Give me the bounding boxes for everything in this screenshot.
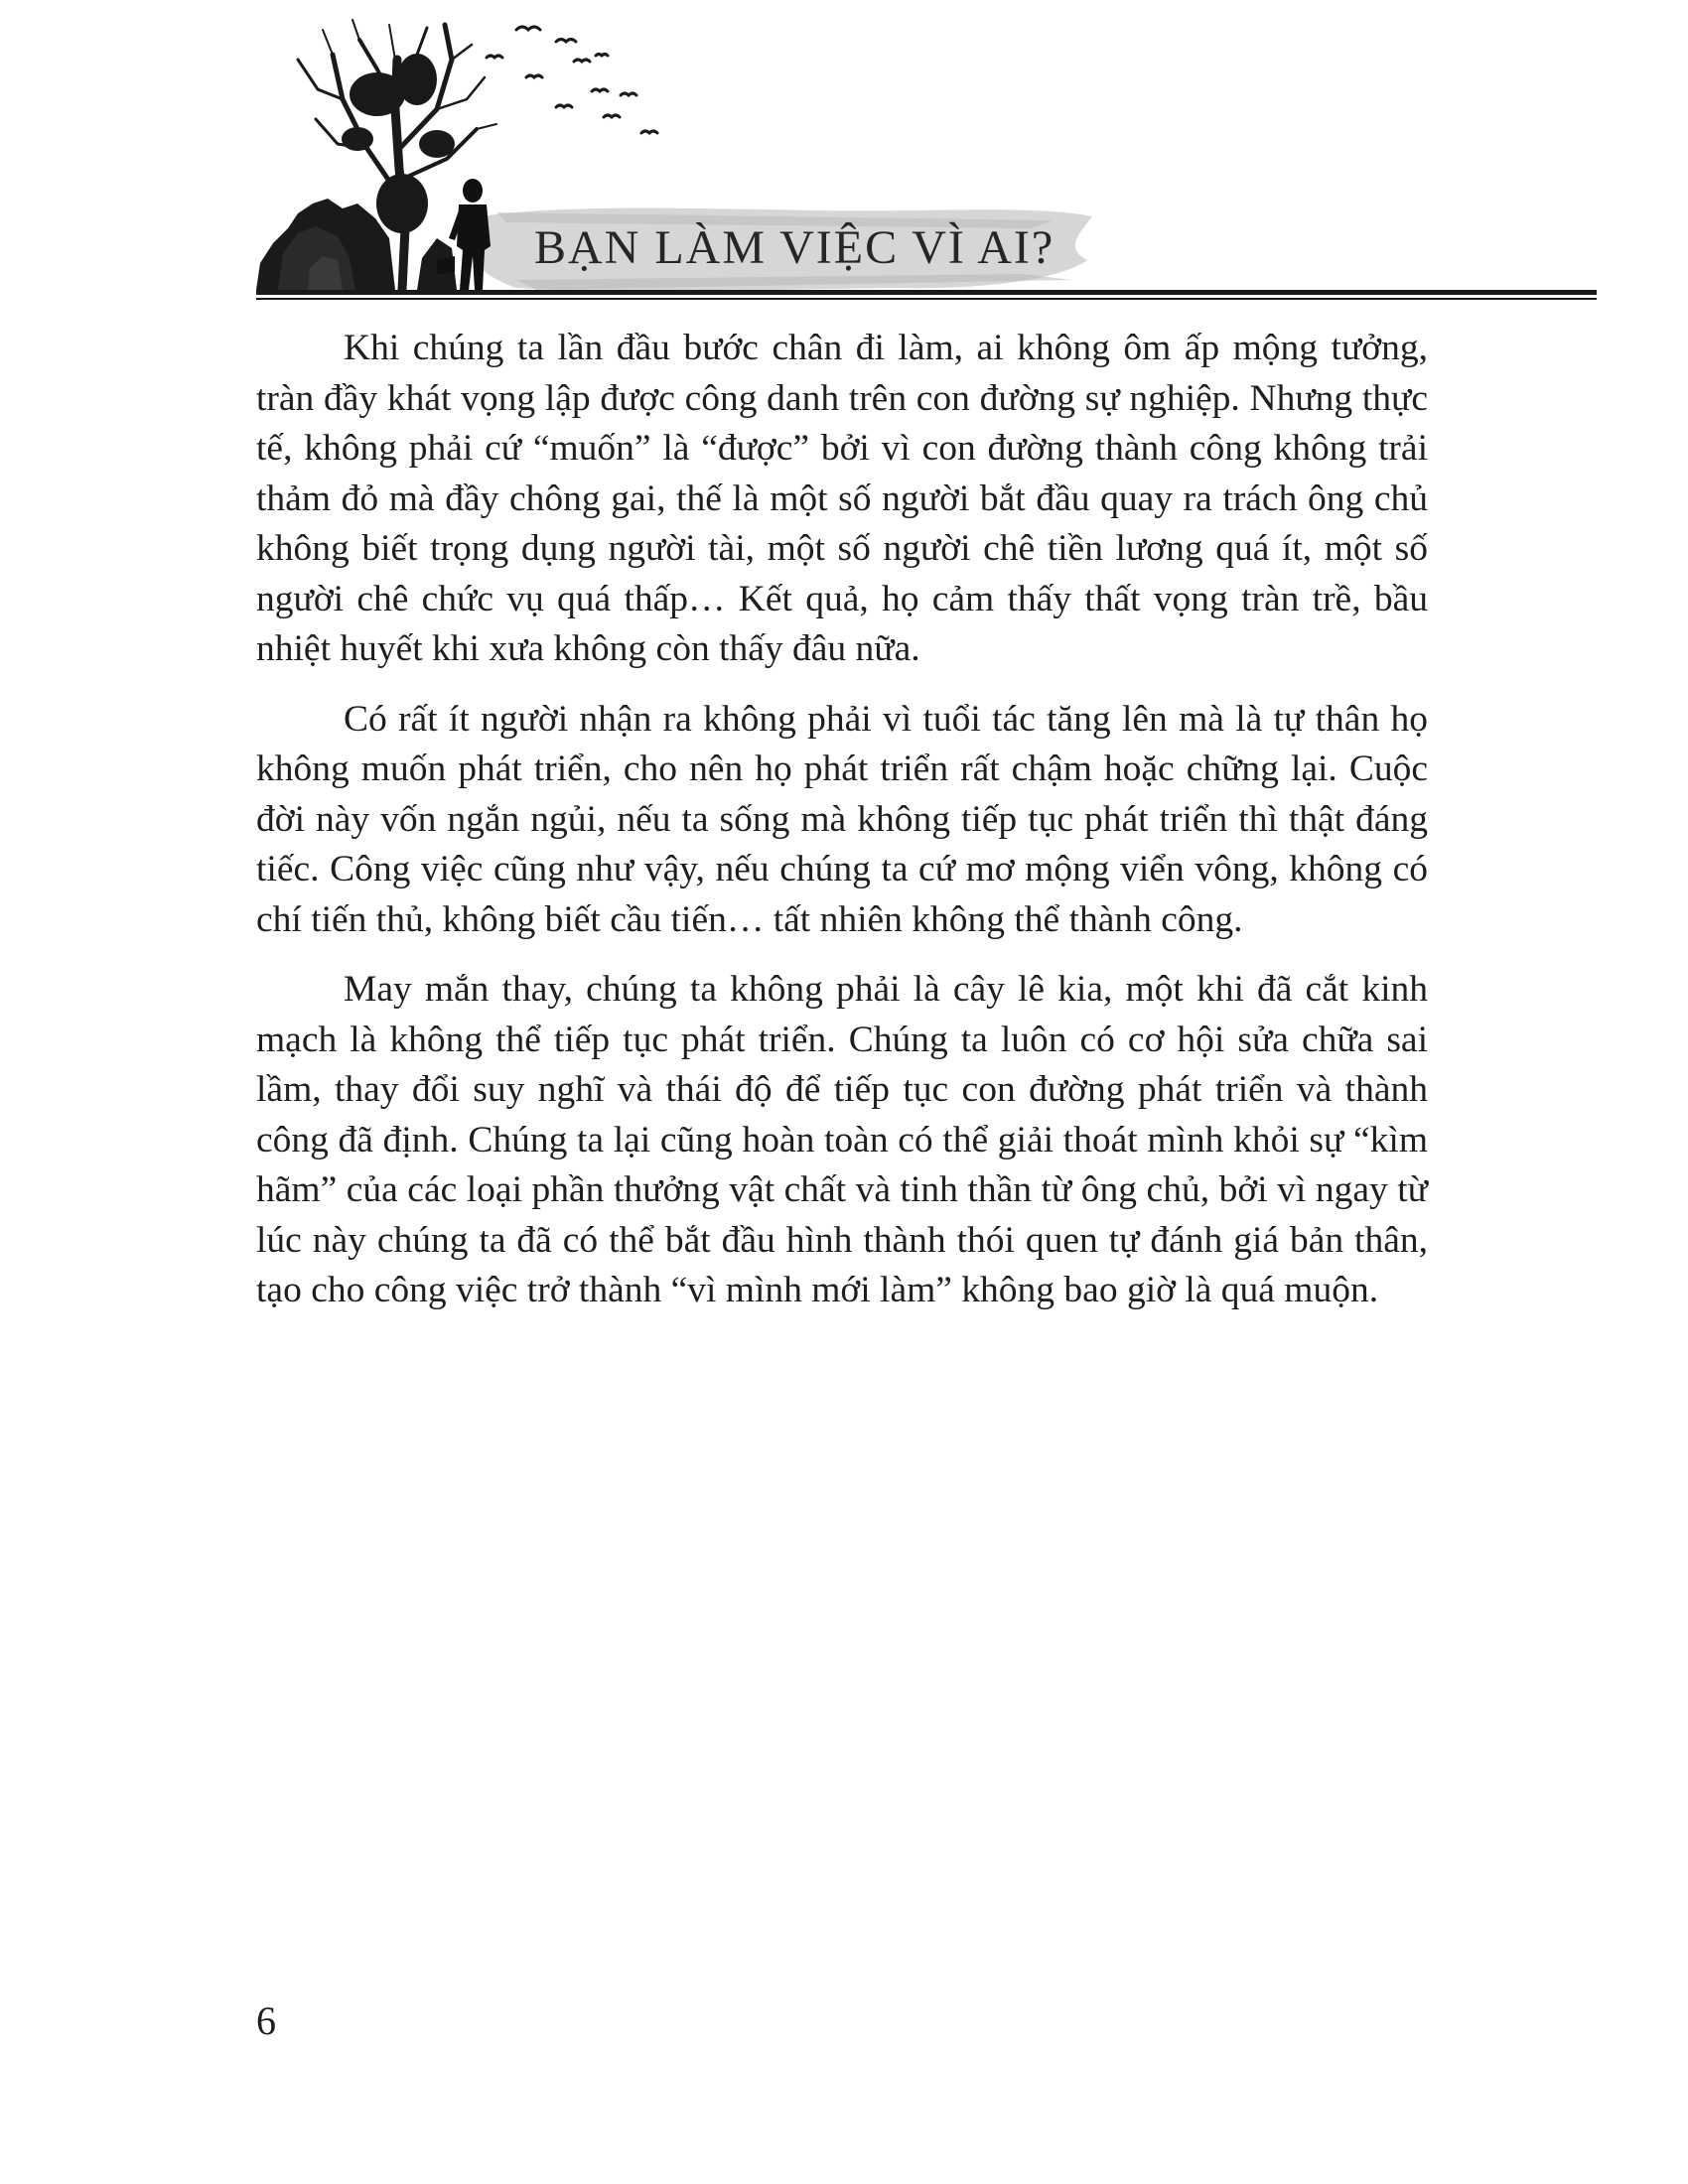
birds-flock-icon — [487, 27, 657, 133]
paragraph-2: Có rất ít người nhận ra không phải vì tuổi tác tăng lên mà là tự thân họ không muốn phát triển, cho nên họ phát triển rất chậm hoặc chững lại. Cuộc đời này vốn ngắn ngủi, nếu ta sống mà không tiếp tục phát triển thì thật đáng tiếc. Công việc cũng như vậy, nếu chúng ta cứ mơ mộng viển vông, không có chí tiến thủ, không biết cầu tiến… tất nhiên không thể thành công. — [256, 698, 1428, 940]
foliage-silhouette — [256, 54, 457, 290]
header-rule — [256, 290, 1597, 300]
chapter-header-illustration — [0, 0, 1688, 328]
body-text — [256, 324, 1428, 1336]
paragraph-3: May mắn thay, chúng ta không phải là cây lê kia, một khi đã cắt kinh mạch là không thể tiếp tục phát triển. Chúng ta luôn có cơ hội sửa chữa sai lầm, thay đổi suy nghĩ và thái độ để tiếp tục con đường phát triển và thành công đã định. Chúng ta lại cũng hoàn toàn có thể giải thoát mình khỏi sự “kìm hãm” của các loại phần thưởng vật chất và tinh thần từ ông chủ, bởi vì ngay từ lúc này chúng ta đã có thể bắt đầu hình thành thói quen tự đánh giá bản thân, tạo cho công việc trở thành “vì mình mới làm” không bao giờ là quá muộn. — [256, 969, 1428, 1310]
chapter-title: BẠN LÀM VIỆC VÌ AI? — [534, 221, 1055, 274]
page-number: 6 — [256, 1998, 276, 2043]
paragraph-1: Khi chúng ta lần đầu bước chân đi làm, ai không ôm ấp mộng tưởng, tràn đầy khát vọng lập được công danh trên con đường sự nghiệp. Nhưng thực tế, không phải cứ “muốn” là “được” bởi vì con đường thành công không trải thảm đỏ mà đầy chông gai, thế là một số người bắt đầu quay ra trách ông chủ không biết trọng dụng người tài, một số người chê tiền lương quá ít, một số người chê chức vụ quá thấp… Kết quả, họ cảm thấy thất vọng tràn trề, bầu nhiệt huyết khi xưa không còn thấy đâu nữa. — [256, 328, 1428, 669]
